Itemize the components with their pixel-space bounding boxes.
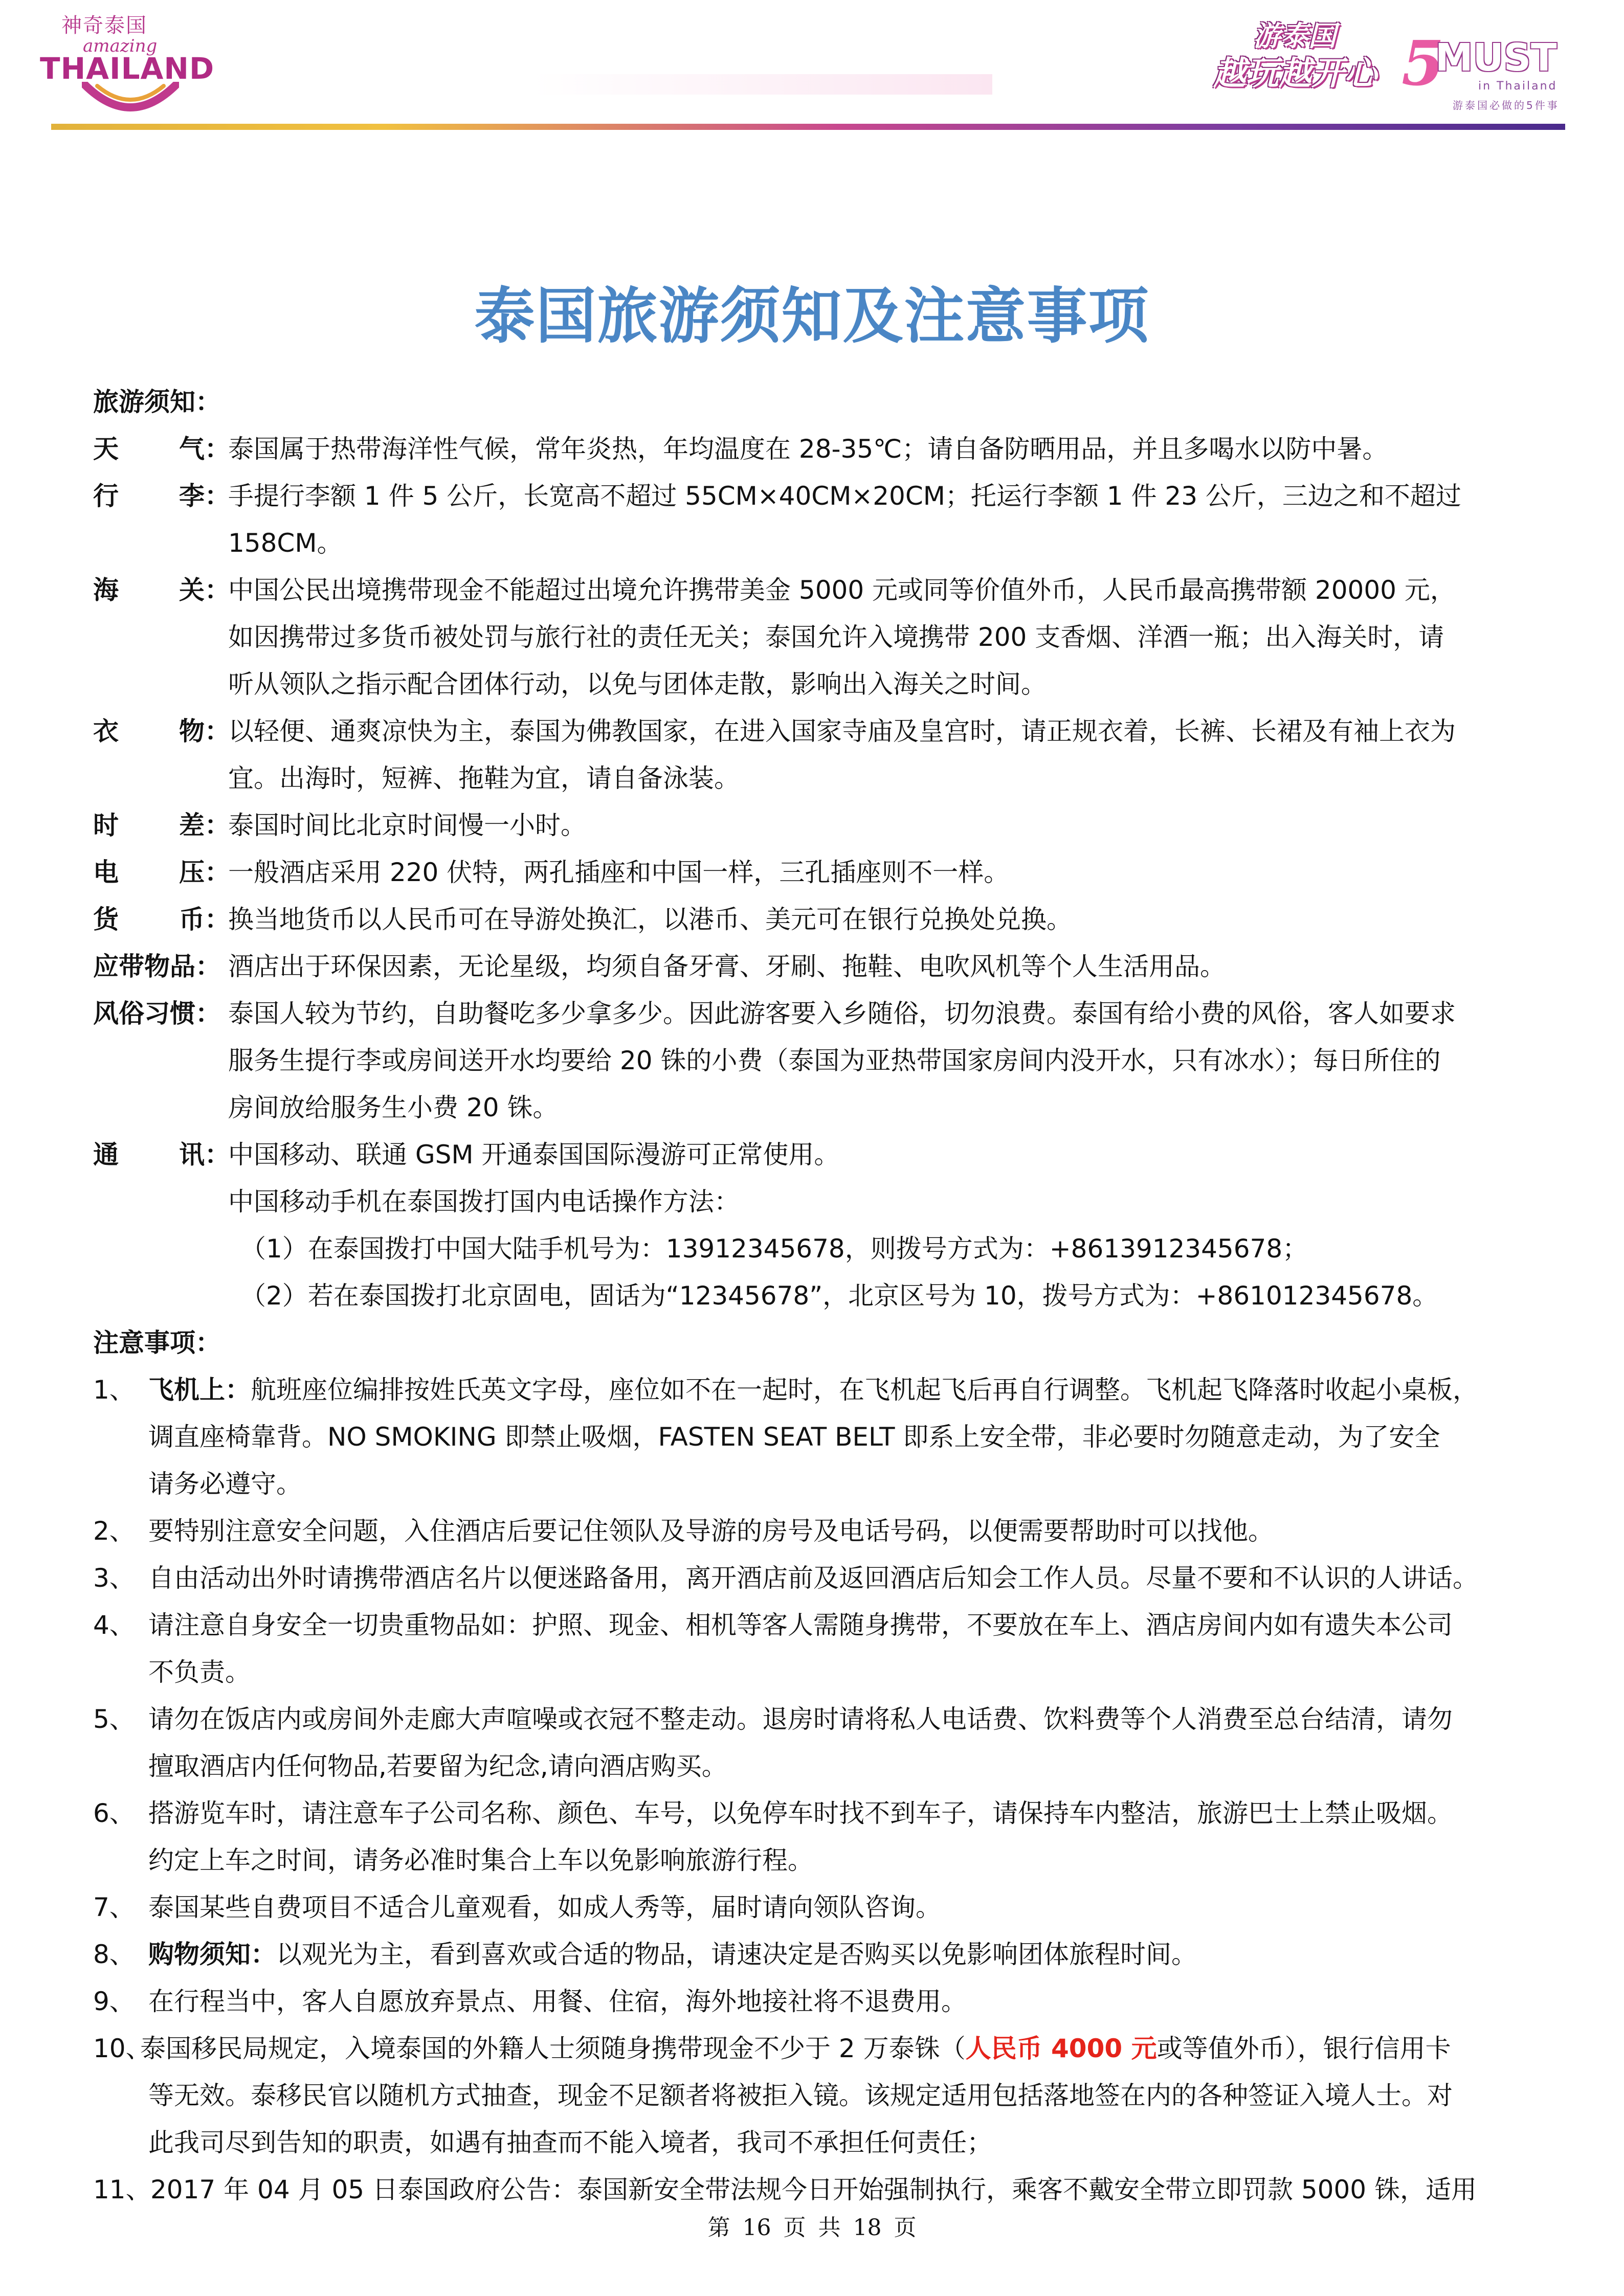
notice-customs: [93, 567, 1541, 708]
notice-label: 风俗习惯：: [93, 999, 221, 1028]
notice-text: 中国移动、联通 GSM 开通泰国国际漫游可正常使用。 中国移动手机在泰国拨打国内电话操作方法： （1）在泰国拨打中国大陆手机号为：13912345678，则拨号方式为：+8613912345678； （2）若在泰国拨打北京固电，固话为“12345678”，北京区号为 10，拨号方式为：+861012345678。: [228, 1140, 1438, 1311]
notice-label: 海 关：: [93, 575, 230, 605]
page-number: 第 16 页 共 18 页: [707, 2215, 917, 2241]
item-text: 购物须知：以观光为主，看到喜欢或合适的物品，请速决定是否购买以免影响团体旅程时间。: [148, 1940, 1197, 1969]
logo-amazing-text: amazing: [83, 36, 158, 56]
notice-label: 货 币：: [93, 905, 230, 934]
notice-text: 泰国时间比北京时间慢一小时。: [228, 811, 586, 840]
notice-text: 泰国人较为节约，自助餐吃多少拿多少。因此游客要入乡随俗，切勿浪费。泰国有给小费的风俗，客人如要求 服务生提行李或房间送开水均要给 20 铢的小费（泰国为亚热带国家房间内没开水，只有冰水）；每日所住的 房间放给服务生小费 20 铢。: [228, 999, 1456, 1122]
item-text: 泰国某些自费项目不适合儿童观看，如成人秀等，届时请向领队咨询。: [148, 1893, 941, 1922]
must-number: 5: [1401, 28, 1444, 100]
item-number: 11、: [93, 2175, 151, 2204]
precaution-item-2: [93, 1507, 1541, 1555]
page-header: [0, 0, 1624, 133]
precaution-item-4: [93, 1602, 1541, 1696]
notice-label: 电 压：: [93, 858, 230, 887]
item-lead: 飞机上：: [148, 1375, 251, 1405]
notice-text: 以轻便、通爽凉快为主，泰国为佛教国家，在进入国家寺庙及皇宫时，请正规衣着，长裤、长裙及有袖上衣为 宜。出海时，短裤、拖鞋为宜，请自备泳装。: [228, 716, 1456, 793]
notice-customs-etiquette: [93, 990, 1541, 1131]
item-text: 飞机上：航班座位编排按姓氏英文字母，座位如不在一起时，在飞机起飞后再自行调整。飞机起飞降落时收起小桌板， 调直座椅靠背。NO SMOKING 即禁止吸烟，FASTEN SEAT BELT 即系上安全带，非必要时勿随意走动，为了安全 请务必遵守。: [148, 1375, 1478, 1499]
item-number: 8、: [93, 1940, 135, 1969]
item-number: 2、: [93, 1516, 135, 1546]
item-text: 搭游览车时，请注意车子公司名称、颜色、车号，以免停车时找不到车子，请保持车内整洁，旅游巴士上禁止吸烟。 约定上车之时间，请务必准时集合上车以免影响旅游行程。: [148, 1798, 1453, 1875]
notice-communication: [93, 1131, 1541, 1319]
precaution-item-8: [93, 1931, 1541, 1978]
amazing-thailand-logo: [36, 6, 215, 114]
item-text: 请注意自身安全一切贵重物品如：护照、现金、相机等客人需随身携带，不要放在车上、酒店房间内如有遗失本公司 不负责。: [148, 1610, 1453, 1687]
header-gradient-band: [532, 74, 992, 95]
item-text: 在行程当中，客人自愿放弃景点、用餐、住宿，海外地接社将不退费用。: [148, 1987, 967, 2016]
precaution-item-6: [93, 1790, 1541, 1884]
item-text: 泰国移民局规定，入境泰国的外籍人士须随身携带现金不少于 2 万泰铢（人民币 4000 元或等值外币），银行信用卡 等无效。泰移民官以随机方式抽查，现金不足额者将被拒入镜。该规定适用包括落地签在内的各种签证入境人士。对 此我司尽到告知的职责，如遇有抽查而不能入境者，我司不承担任何责任；: [140, 2034, 1453, 2157]
notice-label: 天 气：: [93, 434, 230, 464]
notice-timezone: [93, 802, 1541, 849]
slogan-line2: 越玩越开心: [1213, 55, 1377, 93]
notice-label: 通 讯：: [93, 1140, 230, 1169]
item-text: 自由活动出外时请携带酒店名片以便迷路备用，离开酒店前及返回酒店后知会工作人员。尽量不要和不认识的人讲话。: [148, 1563, 1478, 1593]
item-number: 7、: [93, 1893, 135, 1922]
item-number: 6、: [93, 1798, 135, 1828]
five-must-logo: [1401, 20, 1570, 118]
notice-text: 一般酒店采用 220 伏特，两孔插座和中国一样，三孔插座则不一样。: [228, 858, 1010, 887]
section-heading-precautions: 注意事项：: [93, 1328, 221, 1358]
item-number: 9、: [93, 1987, 135, 2016]
notice-label: 时 差：: [93, 811, 230, 840]
notice-luggage: [93, 472, 1541, 567]
precaution-item-10: [93, 2025, 1541, 2166]
notice-text: 中国公民出境携带现金不能超过出境允许携带美金 5000 元或同等价值外币，人民币最高携带额 20000 元， 如因携带过多货币被处罚与旅行社的责任无关；泰国允许入境携带 200 支香烟、洋酒一瓶；出入海关时，请 听从领队之指示配合团体行动，以免与团体走散，影响出入海关之时间。: [228, 575, 1456, 699]
item-number: 4、: [93, 1610, 135, 1640]
header-divider: [51, 124, 1565, 130]
slogan-logo: [1212, 0, 1386, 123]
notice-currency: [93, 896, 1541, 943]
must-subtitle: in Thailand: [1478, 80, 1558, 93]
logo-swoosh-icon: [82, 82, 179, 118]
precaution-item-7: [93, 1884, 1541, 1931]
item-number: 10、: [93, 2034, 151, 2063]
notice-voltage: [93, 849, 1541, 896]
item-number: 5、: [93, 1704, 135, 1734]
notice-label: 行 李：: [93, 481, 230, 511]
notice-text: 换当地货币以人民币可在导游处换汇，以港币、美元可在银行兑换处兑换。: [228, 905, 1072, 934]
must-word: MUST: [1435, 36, 1557, 80]
precaution-item-9: [93, 1978, 1541, 2025]
precaution-item-1: [93, 1366, 1541, 1507]
notice-text: 酒店出于环保因素，无论星级，均须自备牙膏、牙刷、拖鞋、电吹风机等个人生活用品。: [228, 952, 1226, 981]
item-text: 请勿在饭店内或房间外走廊大声喧噪或衣冠不整走动。退房时请将私人电话费、饮料费等个人消费至总台结清，请勿 擅取酒店内任何物品,若要留为纪念,请向酒店购买。: [148, 1704, 1453, 1781]
notice-text: 手提行李额 1 件 5 公斤，长宽高不超过 55CM×40CM×20CM；托运行李额 1 件 23 公斤，三边之和不超过 158CM。: [228, 481, 1461, 558]
notice-clothing: [93, 708, 1541, 802]
notice-essentials: [93, 943, 1541, 990]
must-caption: 游泰国必做的5件事: [1453, 99, 1560, 111]
precaution-item-5: [93, 1696, 1541, 1790]
highlight-amount: 人民币 4000 元: [965, 2034, 1157, 2063]
notice-label: 应带物品：: [93, 952, 221, 981]
notice-label: 衣 物：: [93, 716, 230, 746]
logo-thailand-text: THAILAND: [40, 51, 215, 86]
item-lead: 购物须知：: [148, 1940, 276, 1969]
page-title: 泰国旅游须知及注意事项: [474, 281, 1150, 351]
section-heading-notices: 旅游须知：: [93, 387, 221, 417]
precaution-item-11: [93, 2166, 1541, 2213]
item-number: 3、: [93, 1563, 135, 1593]
precaution-item-3: [93, 1555, 1541, 1602]
notice-weather: [93, 425, 1541, 472]
logo-chinese-text: 神奇泰国: [61, 14, 147, 37]
slogan-line1: 游泰国: [1253, 20, 1336, 52]
item-number: 1、: [93, 1375, 135, 1405]
item-text: 要特别注意安全问题，入住酒店后要记住领队及导游的房号及电话号码，以便需要帮助时可以找他。: [148, 1516, 1274, 1546]
notice-text: 泰国属于热带海洋性气候，常年炎热，年均温度在 28-35℃；请自备防晒用品，并且多喝水以防中暑。: [228, 434, 1388, 464]
item-text: 2017 年 04 月 05 日泰国政府公告：泰国新安全带法规今日开始强制执行，乘客不戴安全带立即罚款 5000 铢，适用: [150, 2175, 1477, 2204]
